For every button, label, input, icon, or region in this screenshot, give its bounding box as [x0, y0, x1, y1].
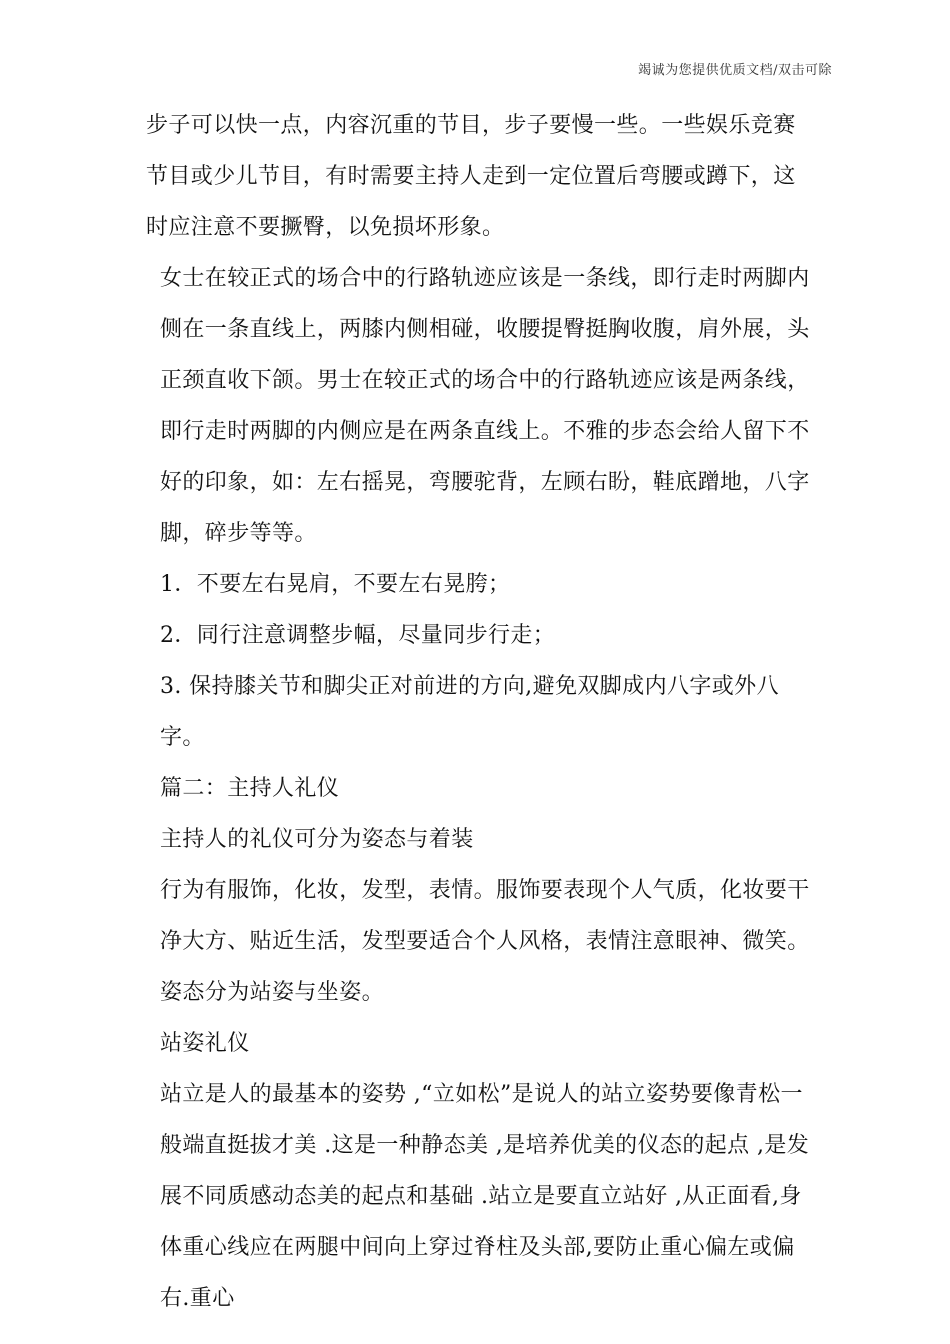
paragraph: 女士在较正式的场合中的行路轨迹应该是一条线，即行走时两脚内侧在一条直线上，两膝内侧相碰，收腰提臀挺胸收腹，肩外展，头正颈直收下颌。男士在较正式的场合中的行路轨迹应该是两条线，即行走时两脚的内侧应是在两条直线上。不雅的步态会给人留下不好的印象，如：左右摇晃，弯腰驼背，左顾右盼，鞋底蹭地，八字脚，碎步等等。 [160, 266, 810, 546]
paragraph: 步子可以快一点，内容沉重的节目，步子要慢一些。一些娱乐竞赛节目或少儿节目，有时需要主持人走到一定位置后弯腰或蹲下，这时应注意不要撅臀，以免损坏形象。 [146, 113, 796, 240]
list-item: 3. 保持膝关节和脚尖正对前进的方向,避免双脚成内八字或外八字。 [160, 674, 779, 750]
document-body [146, 100, 816, 1324]
section-heading: 篇二：主持人礼仪 [160, 776, 340, 801]
paragraph: 行为有服饰，化妆，发型，表情。服饰要表现个人气质，化妆要干净大方、贴近生活，发型要适合个人风格，表情注意眼神、微笑。 [160, 878, 810, 954]
header-note: 竭诚为您提供优质文档/双击可除 [638, 63, 832, 78]
paragraph: 姿态分为站姿与坐姿。 [160, 980, 385, 1005]
list-item: 1．不要左右晃肩，不要左右晃胯； [160, 572, 511, 597]
paragraph: 站立是人的最基本的姿势 ,“立如松”是说人的站立姿势要像青松一般端直挺拔才美 .这是一种静态美 ,是培养优美的仪态的起点 ,是发展不同质感动态美的起点和基础 .站立是要直立站好 ,从正面看,身体重心线应在两腿中间向上穿过脊柱及头部,要防止重心偏左或偏右.重心 [160, 1082, 810, 1311]
subsection-heading: 站姿礼仪 [160, 1031, 250, 1056]
paragraph: 主持人的礼仪可分为姿态与着装 [160, 827, 474, 852]
list-item: 2．同行注意调整步幅，尽量同步行走； [160, 623, 556, 648]
